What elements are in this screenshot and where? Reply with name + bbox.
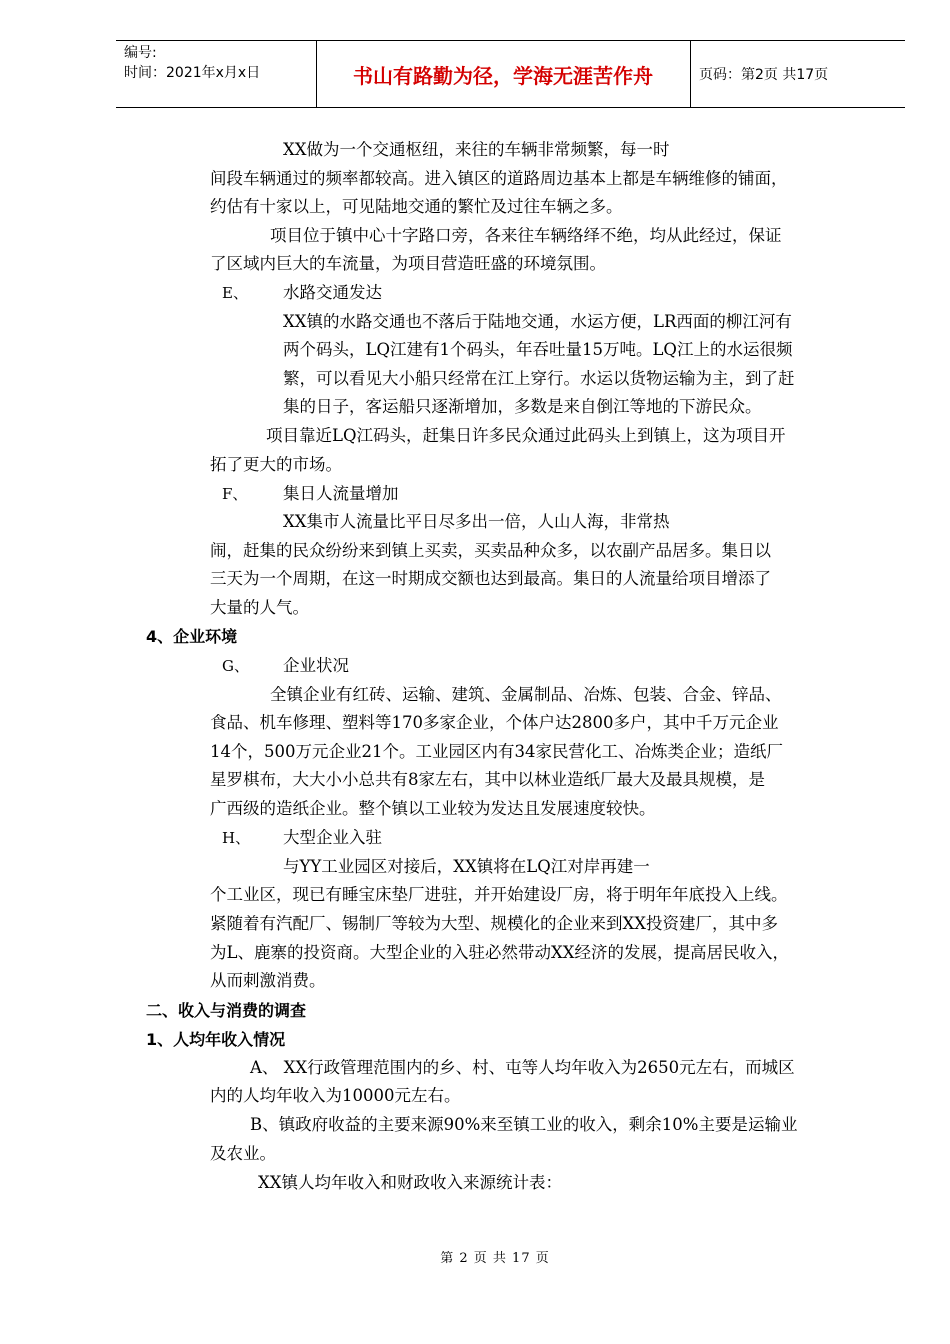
text-line: 内的人均年收入为10000元左右。 xyxy=(210,1086,461,1105)
header-divider xyxy=(690,41,691,107)
text-line: 为L、鹿寨的投资商。大型企业的入驻必然带动XX经济的发展，提高居民收入， xyxy=(210,943,789,962)
header-page-info: 页码：第2页 共17页 xyxy=(699,67,829,83)
text-line: 从而刺激消费。 xyxy=(210,971,326,990)
text-line: XX集市人流量比平日尽多出一倍，人山人海，非常热 xyxy=(283,512,670,531)
text-line: 拓了更大的市场。 xyxy=(210,455,342,474)
text-line: XX镇的水路交通也不落后于陆地交通，水运方便，LR西面的柳江河有 xyxy=(283,312,792,331)
text-line: A、 XX行政管理范围内的乡、村、屯等人均年收入为2650元左右，而城区 xyxy=(250,1058,795,1077)
page-header xyxy=(116,40,905,108)
text-line: 全镇企业有红砖、运输、建筑、金属制品、冶炼、包装、合金、锌品、 xyxy=(270,685,782,704)
text-line: 星罗棋布，大大小小总共有8家左右，其中以林业造纸厂最大及最具规模，是 xyxy=(210,770,765,789)
section-heading: 1、人均年收入情况 xyxy=(146,1030,286,1049)
text-line: 食品、机车修理、塑料等170多家企业，个体户达2800多户，其中千万元企业 xyxy=(210,713,779,732)
text-line: 14个，500万元企业21个。工业园区内有34家民营化工、冶炼类企业；造纸厂 xyxy=(210,742,783,761)
text-line: 繁，可以看见大小船只经常在江上穿行。水运以货物运输为主，到了赶 xyxy=(283,369,795,388)
text-line: 项目位于镇中心十字路口旁，各来往车辆络绎不绝，均从此经过，保证 xyxy=(270,226,782,245)
text-line: 三天为一个周期，在这一时期成交额也达到最高。集日的人流量给项目增添了 xyxy=(210,569,771,588)
text-line: 及农业。 xyxy=(210,1144,276,1163)
text-line: 个工业区，现已有睡宝床垫厂进驻，并开始建设厂房，将于明年年底投入上线。 xyxy=(210,885,788,904)
text-line: 闹，赶集的民众纷纷来到镇上买卖，买卖品种众多，以农副产品居多。集日以 xyxy=(210,541,771,560)
text-line: 大量的人气。 xyxy=(210,598,309,617)
page-footer: 第 2 页 共 17 页 xyxy=(440,1251,550,1266)
item-title-h: 大型企业入驻 xyxy=(283,828,382,847)
item-title-f: 集日人流量增加 xyxy=(283,484,399,503)
text-line: 紧随着有汽配厂、锡制厂等较为大型、规模化的企业来到XX投资建厂，其中多 xyxy=(210,914,778,933)
table-caption: XX镇人均年收入和财政收入来源统计表： xyxy=(258,1173,562,1192)
item-title-e: 水路交通发达 xyxy=(283,283,382,302)
item-label-h: H、 xyxy=(222,829,251,847)
text-line: 广西级的造纸企业。整个镇以工业较为发达且发展速度较快。 xyxy=(210,799,656,818)
text-line: 集的日子，客运船只逐渐增加，多数是来自倒江等地的下游民众。 xyxy=(283,397,762,416)
item-label-f: F、 xyxy=(222,485,248,503)
text-line: XX做为一个交通枢纽，来往的车辆非常频繁，每一时 xyxy=(283,140,670,159)
time-label: 时间：2021年x月x日 xyxy=(124,65,261,81)
item-label-g: G、 xyxy=(222,657,249,675)
section-heading: 4、企业环境 xyxy=(146,627,238,646)
header-motto: 书山有路勤为径，学海无涯苦作舟 xyxy=(353,63,653,88)
item-title-g: 企业状况 xyxy=(283,656,349,675)
text-line: 两个码头，LQ江建有1个码头，年吞吐量15万吨。LQ江上的水运很频 xyxy=(283,340,793,359)
number-label: 编号: xyxy=(124,45,157,61)
text-line: B、镇政府收益的主要来源90%来至镇工业的收入，剩余10%主要是运输业 xyxy=(250,1115,798,1134)
text-line: 项目靠近LQ江码头，赶集日许多民众通过此码头上到镇上，这为项目开 xyxy=(266,426,786,445)
item-label-e: E、 xyxy=(222,284,248,302)
text-line: 间段车辆通过的频率都较高。进入镇区的道路周边基本上都是车辆维修的铺面， xyxy=(210,169,788,188)
chapter-heading: 二、收入与消费的调查 xyxy=(146,1001,307,1020)
text-line: 了区域内巨大的车流量，为项目营造旺盛的环境氛围。 xyxy=(210,254,606,273)
text-line: 与YY工业园区对接后，XX镇将在LQ江对岸再建一 xyxy=(283,857,650,876)
header-meta xyxy=(124,43,314,83)
text-line: 约估有十家以上，可见陆地交通的繁忙及过往车辆之多。 xyxy=(210,197,623,216)
